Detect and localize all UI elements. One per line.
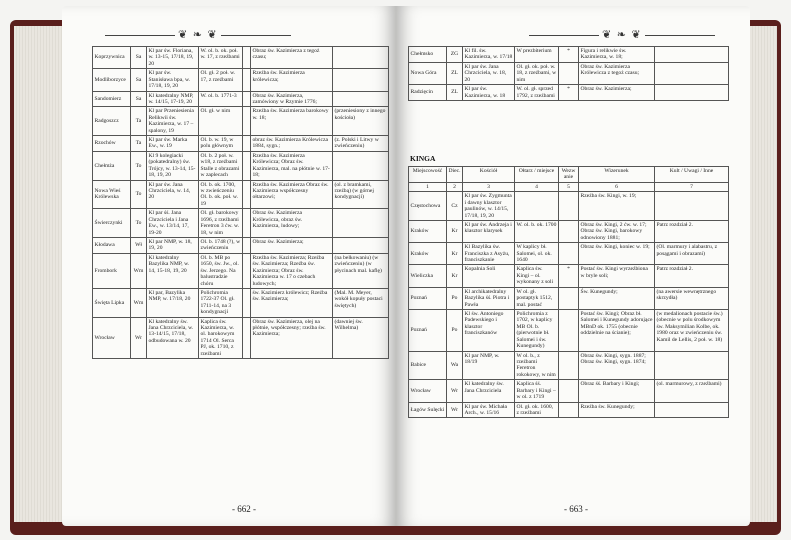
- mark-cell: [243, 288, 251, 317]
- page-number-left: - 662 -: [232, 504, 256, 514]
- page-edges-left: [14, 26, 66, 522]
- notes-cell: [655, 47, 729, 63]
- notes-cell: [655, 192, 729, 221]
- diocese-cell: To: [131, 209, 147, 238]
- church-cell: Kl fil. św. Kazimierza, w. 17/18: [463, 47, 515, 63]
- mark-cell: [559, 310, 579, 352]
- image-cell: Obraz św. Kazimierza Królewicza, obraz św. Kazimierza, ludowy;: [251, 209, 333, 238]
- notes-cell: (z. Polski i Litwy w zwieńczeniu): [333, 136, 389, 152]
- image-cell: Postać św. Kingi; Obraz bł. Salomei i Kunegundy adorujące MBnD ok. 1755 (obecnie oddzielnie na ścianie);: [579, 310, 655, 352]
- table-row: [93, 151, 389, 180]
- ornament-header-left: ❦ ❧ ❦: [102, 28, 294, 40]
- church-cell: Kl par NMP, w. 18/19: [463, 351, 515, 380]
- place-cell: Sandomierz: [93, 91, 131, 107]
- notes-cell: (ol. z bramkami, rzeźbą) (w górnej kondygnacji): [333, 180, 389, 209]
- altar-cell: Polichromia z 1702, w kaplicy MB Ol. b. (pierwotnie bł. Salomei i św. Kunegundy): [515, 310, 559, 352]
- table-row: [409, 220, 729, 242]
- mark-cell: [243, 180, 251, 209]
- notes-cell: [655, 402, 729, 418]
- mark-cell: [243, 47, 251, 69]
- place-cell: Poznań: [409, 310, 447, 352]
- table-row: [93, 317, 389, 359]
- table-row: [409, 192, 729, 221]
- place-cell: Poznań: [409, 287, 447, 309]
- altar-cell: W kaplicy bł. Salomei, ol. ok. 1640: [515, 243, 559, 265]
- image-cell: obraz św. Kazimierza Królewicza 1884, sygn.;: [251, 136, 333, 152]
- diocese-cell: Wa: [447, 351, 463, 380]
- column-number: 5: [559, 182, 579, 191]
- altar-cell: W. ol. b. 1771-3: [199, 91, 243, 107]
- image-cell: Rzeźba św. Kazimierza królewicza;: [251, 69, 333, 91]
- notes-cell: (Ol. marmury i alabastru, z posągami i obrazami): [655, 243, 729, 265]
- place-cell: Rzochów: [93, 136, 131, 152]
- church-cell: Kl katedralny NMP, w. 14/15, 17-19, 20: [147, 91, 199, 107]
- table-row: [409, 287, 729, 309]
- column-header: Wezwanie: [559, 167, 579, 183]
- altar-cell: Kaplica św. Kingi – ol. wykonany z soli: [515, 265, 559, 287]
- image-cell: Obraz św. Kazimierza;: [579, 85, 655, 101]
- diocese-cell: Sa: [131, 47, 147, 69]
- mark-cell: [243, 107, 251, 136]
- altar-cell: Ol. b. w. 19, w polu głównym: [199, 136, 243, 152]
- page-edges-right: [747, 26, 777, 522]
- notes-cell: (dawniej św. Wilhelma): [333, 317, 389, 359]
- image-cell: Rzeźba św. Kazimierza; Rzeźba św. Kazimierza; Rzeźba św. Kazimierza; Obraz św. Kazimierza w. 17 o czebach ludowych;: [251, 253, 333, 288]
- ornament-header-right: ❦ ❧ ❦: [526, 28, 718, 40]
- image-cell: Obraz św. Kazimierza, zamówiony w Rzymie 1776;: [251, 91, 333, 107]
- diocese-cell: Cz: [447, 192, 463, 221]
- diocese-cell: Wr: [447, 402, 463, 418]
- column-number: 1: [409, 182, 447, 191]
- church-cell: Kl 9 kolegiacki (pokatedralny) św. Trójcy, w. 13-14, 15-18, 19, 20: [147, 151, 199, 180]
- church-cell: Kl katedralny św. Jana Chrzciciela: [463, 380, 515, 402]
- diocese-cell: ZL: [447, 85, 463, 101]
- mark-cell: [559, 220, 579, 242]
- table-row: [93, 237, 389, 253]
- image-cell: Rzeźba św. Kazimierza Obraz św. Kazimierza współczesny ołtarzowi;: [251, 180, 333, 209]
- church-cell: Kl par św. Stanisława bpa, w. 17/18, 19, 20: [147, 69, 199, 91]
- table-row: [93, 69, 389, 91]
- place-cell: Chełmża: [93, 151, 131, 180]
- notes-cell: [333, 91, 389, 107]
- mark-cell: [243, 317, 251, 359]
- image-cell: Obraz św. Kazimierza;: [251, 237, 333, 253]
- right-top-table: [408, 46, 729, 101]
- mark-cell: [559, 351, 579, 380]
- church-cell: Kl par św. Andrzeja i klasztor klarysek: [463, 220, 515, 242]
- notes-cell: [655, 62, 729, 84]
- notes-cell: Patrz rozdział 2.: [655, 220, 729, 242]
- church-cell: Kl par św. Jana Chrzciciela, w. 18, 20: [463, 62, 515, 84]
- column-header: Wizerunek: [579, 167, 655, 183]
- table-row: [93, 107, 389, 136]
- image-cell: Obraz śś. Barbary i Kingi;: [579, 380, 655, 402]
- mark-cell: [243, 253, 251, 288]
- notes-cell: [333, 47, 389, 69]
- diocese-cell: ZG: [447, 47, 463, 63]
- notes-cell: (na awersie wewnętrznego skrzydła): [655, 287, 729, 309]
- notes-cell: [333, 151, 389, 180]
- mark-cell: *: [559, 47, 579, 63]
- table-row: [409, 85, 729, 101]
- notes-cell: [655, 351, 729, 380]
- column-number: 2: [447, 182, 463, 191]
- place-cell: Wrocław: [409, 380, 447, 402]
- place-cell: Święta Lipka: [93, 288, 131, 317]
- notes-cell: [333, 209, 389, 238]
- notes-cell: [333, 237, 389, 253]
- notes-cell: (ol. marmurowy, z rzeźbami): [655, 380, 729, 402]
- diocese-cell: Sa: [131, 69, 147, 91]
- church-cell: Kl par św. Michała Arch., w. 15/16: [463, 402, 515, 418]
- place-cell: Kraków: [409, 220, 447, 242]
- section-title: KINGA: [410, 154, 436, 163]
- table-row: [409, 243, 729, 265]
- diocese-cell: ZL: [447, 62, 463, 84]
- image-cell: Rzeźba św. Kazimierza barokowy w. 18;: [251, 107, 333, 136]
- left-table: [92, 46, 389, 359]
- mark-cell: [243, 209, 251, 238]
- mark-cell: [559, 243, 579, 265]
- column-number: 3: [463, 182, 515, 191]
- church-cell: Kopalnia Soli: [463, 265, 515, 287]
- image-cell: Postać św. Kingi wyrzeźbiona w bryle soli;: [579, 265, 655, 287]
- altar-cell: W ol. gł. postaptyk 1512, mal. postać: [515, 287, 559, 309]
- church-cell: Kl par Przeniesienia Relikwii św. Kazimierza, w. 17 – spalony, 19: [147, 107, 199, 136]
- diocese-cell: To: [131, 151, 147, 180]
- church-cell: Kl par, Bazylika NMP, w. 17/18, 20: [147, 288, 199, 317]
- table-row: [93, 180, 389, 209]
- church-cell: Kl par św. Floriana, w. 13-15, 17/18, 19, 20: [147, 47, 199, 69]
- place-cell: Kraków: [409, 243, 447, 265]
- page-number-right: - 663 -: [564, 504, 588, 514]
- mark-cell: [243, 136, 251, 152]
- image-cell: Figura i relikwie św. Kazimierza, w. 18;: [579, 47, 655, 63]
- church-cell: Kl par św. Marka Ew., w. 19: [147, 136, 199, 152]
- diocese-cell: Po: [447, 310, 463, 352]
- table-row: [409, 62, 729, 84]
- diocese-cell: Wr: [131, 317, 147, 359]
- table-row: [409, 402, 729, 418]
- altar-cell: [515, 192, 559, 221]
- mark-cell: [559, 192, 579, 221]
- diocese-cell: Ta: [131, 107, 147, 136]
- image-cell: Obraz św. Kazimierza Królewicza z tegoż czasu;: [579, 62, 655, 84]
- image-cell: Obraz św. Kazimierza z tegoż czasu;: [251, 47, 333, 69]
- mark-cell: [559, 287, 579, 309]
- image-cell: Obraz św. Kingi, 2 ćw. w. 17; Obraz św. Kingi, barokowy odnowiony 1881;: [579, 220, 655, 242]
- diocese-cell: Kr: [447, 220, 463, 242]
- place-cell: Modliborzyce: [93, 69, 131, 91]
- place-cell: Radzięcin: [409, 85, 447, 101]
- notes-cell: Patrz rozdział 2.: [655, 265, 729, 287]
- diocese-cell: Wr: [447, 380, 463, 402]
- altar-cell: Ol. b. MB po 1650, św. Jw., ol. św. Jerzego. Na balustradzie chóru: [199, 253, 243, 288]
- notes-cell: (w medalionach postacie św.) (obecnie w polu środkowym św. Maksymilian Kolbe, ok. 1980 oraz w zwieńczeniu św. Kamil de Lellis, 2 poł. w. 18): [655, 310, 729, 352]
- diocese-cell: Wm: [131, 253, 147, 288]
- column-number: 6: [579, 182, 655, 191]
- mark-cell: [243, 69, 251, 91]
- column-header: Miejscowość: [409, 167, 447, 183]
- diocese-cell: Wł: [131, 237, 147, 253]
- image-cell: Rzeźba św. Kingi, w. 19;: [579, 192, 655, 221]
- place-cell: Wieliczka: [409, 265, 447, 287]
- altar-cell: W. ol. b. ok. 1700: [515, 220, 559, 242]
- notes-cell: (na belkowaniu) (w zwieńczeniu) (w płycinach mal. kaflę): [333, 253, 389, 288]
- column-header: Ołtarz / miejsce: [515, 167, 559, 183]
- place-cell: Kłodawa: [93, 237, 131, 253]
- altar-cell: W. ol. b. ok. poł. w. 17, z rzeźbami: [199, 47, 243, 69]
- mark-cell: [559, 62, 579, 84]
- image-cell: Obraz św. Kingi, koniec w. 19;: [579, 243, 655, 265]
- table-row: [93, 91, 389, 107]
- table-row: [93, 253, 389, 288]
- altar-cell: W ol. b., z rzeźbami Feretron rokokowy, w nim: [515, 351, 559, 380]
- altar-cell: Polichromia 1722-37 Ol. gł. 1711-14, na 3 kondygnacji: [199, 288, 243, 317]
- altar-cell: Ol. b. ok. 1700, w zwieńczeniu Ol. b. ok. poł. w. 19: [199, 180, 243, 209]
- altar-cell: Kaplica śś. Barbary i Kingi – w ol. z 1719: [515, 380, 559, 402]
- image-cell: św. Kazimierz królewicz; Rzeźba św. Kazimierza;: [251, 288, 333, 317]
- column-number: 7: [655, 182, 729, 191]
- place-cell: Nowa Góra: [409, 62, 447, 84]
- altar-cell: W. ol. gł. sprzed 1792, z rzeźbami: [515, 85, 559, 101]
- mark-cell: [243, 151, 251, 180]
- table-row: [409, 380, 729, 402]
- place-cell: Świerczynki: [93, 209, 131, 238]
- mark-cell: [559, 380, 579, 402]
- place-cell: Łagów Sulęcki: [409, 402, 447, 418]
- altar-cell: Ol. gł. ok. 1600, z rzeźbami: [515, 402, 559, 418]
- left-page: [62, 6, 396, 526]
- place-cell: Wrocław: [93, 317, 131, 359]
- table-row: [409, 47, 729, 63]
- altar-cell: Ol. b. 2 poł. w. w18, z rzeźbami Stalle z obrazami w zaplecach: [199, 151, 243, 180]
- diocese-cell: Wm: [131, 288, 147, 317]
- altar-cell: W prezbiterium: [515, 47, 559, 63]
- diocese-cell: Kr: [447, 265, 463, 287]
- church-cell: Kl par śś. Jana Chrzciciela i Jana Ew., w. 13/14, 17, 19-20: [147, 209, 199, 238]
- mark-cell: *: [559, 85, 579, 101]
- church-cell: Kl par św. Jana Chrzciciela, w. 14, 20: [147, 180, 199, 209]
- image-cell: Obraz św. Kazimierza, olej na płótnie, współczesny; rzeźba św. Kazimierza;: [251, 317, 333, 359]
- church-cell: Kl par św. Kazimierza, w. 18: [463, 85, 515, 101]
- diocese-cell: Kr: [447, 243, 463, 265]
- right-table: [408, 166, 729, 418]
- column-header: Kościół: [463, 167, 515, 183]
- table-row: [93, 209, 389, 238]
- image-cell: Św. Kunegundy;: [579, 287, 655, 309]
- column-number: 4: [515, 182, 559, 191]
- mark-cell: [243, 237, 251, 253]
- table-row: [93, 136, 389, 152]
- church-cell: Kl Bazylika św. Franciszka z Asyżu, franciszkanie: [463, 243, 515, 265]
- place-cell: Radgoszcz: [93, 107, 131, 136]
- church-cell: Kl archikatedralny Bazylika śś. Piotra i Pawła: [463, 287, 515, 309]
- diocese-cell: Ta: [131, 136, 147, 152]
- place-cell: Frombork: [93, 253, 131, 288]
- mark-cell: [243, 91, 251, 107]
- altar-cell: Ol. gł. w nim: [199, 107, 243, 136]
- image-cell: Obraz św. Kingi, sygn. 1887; Obraz św. Kingi, sygn. 1874;: [579, 351, 655, 380]
- image-cell: Rzeźba św. Kunegundy;: [579, 402, 655, 418]
- mark-cell: [559, 402, 579, 418]
- place-cell: Koprzywnica: [93, 47, 131, 69]
- table-row: [93, 47, 389, 69]
- altar-cell: Kaplica św. Kazimierza, w. ol. barokowym 1714 Ol. Serca PJ, ok. 1710, z rzeźbami: [199, 317, 243, 359]
- church-cell: Kl par św. Zygmunta i dawny klasztor paulinów, w. 14/15, 17/18, 19, 20: [463, 192, 515, 221]
- altar-cell: Ol. b. 1748 (?), w zwieńczeniu: [199, 237, 243, 253]
- place-cell: Babice: [409, 351, 447, 380]
- mark-cell: *: [559, 265, 579, 287]
- church-cell: Kl par NMP, w. 18, 19, 20: [147, 237, 199, 253]
- notes-cell: [655, 85, 729, 101]
- table-row: [93, 288, 389, 317]
- altar-cell: Ol. gł. 2 poł. w. 17, z rzeźbami: [199, 69, 243, 91]
- table-row: [409, 310, 729, 352]
- right-page: [396, 6, 750, 526]
- image-cell: Rzeźba św. Kazimierza Królewicza; Obraz św. Kazimierza, mal. na płótnie w. 17-18;: [251, 151, 333, 180]
- notes-cell: [333, 69, 389, 91]
- church-cell: Kl św. Antoniego Padewskiego i klasztor franciszkanów: [463, 310, 515, 352]
- place-cell: Chełmsko: [409, 47, 447, 63]
- place-cell: Nowa Wieś Królewska: [93, 180, 131, 209]
- place-cell: Częstochowa: [409, 192, 447, 221]
- diocese-cell: Po: [447, 287, 463, 309]
- altar-cell: Ol. gł. barokowy 1696, z rzeźbami Feretron 3 ćw. w. 18, w nim: [199, 209, 243, 238]
- notes-cell: (przeniesiony z innego kościoła): [333, 107, 389, 136]
- notes-cell: (Mal. M. Meyer, wokół kopuły postaci świętych): [333, 288, 389, 317]
- table-row: [409, 351, 729, 380]
- column-header: Diec.: [447, 167, 463, 183]
- church-cell: Kl katedralny św. Jana Chrzciciela, w. 13-14/15, 17/18, odbudowana w. 20: [147, 317, 199, 359]
- altar-cell: Ol. gł. ok. poł. w. 18, z rzeźbami, w nim: [515, 62, 559, 84]
- diocese-cell: Sa: [131, 91, 147, 107]
- diocese-cell: To: [131, 180, 147, 209]
- church-cell: Kl katedralny Bazylika NMP, w. 14, 15-18, 19, 20: [147, 253, 199, 288]
- table-row: [409, 265, 729, 287]
- column-header: Kult / Uwagi / Inne: [655, 167, 729, 183]
